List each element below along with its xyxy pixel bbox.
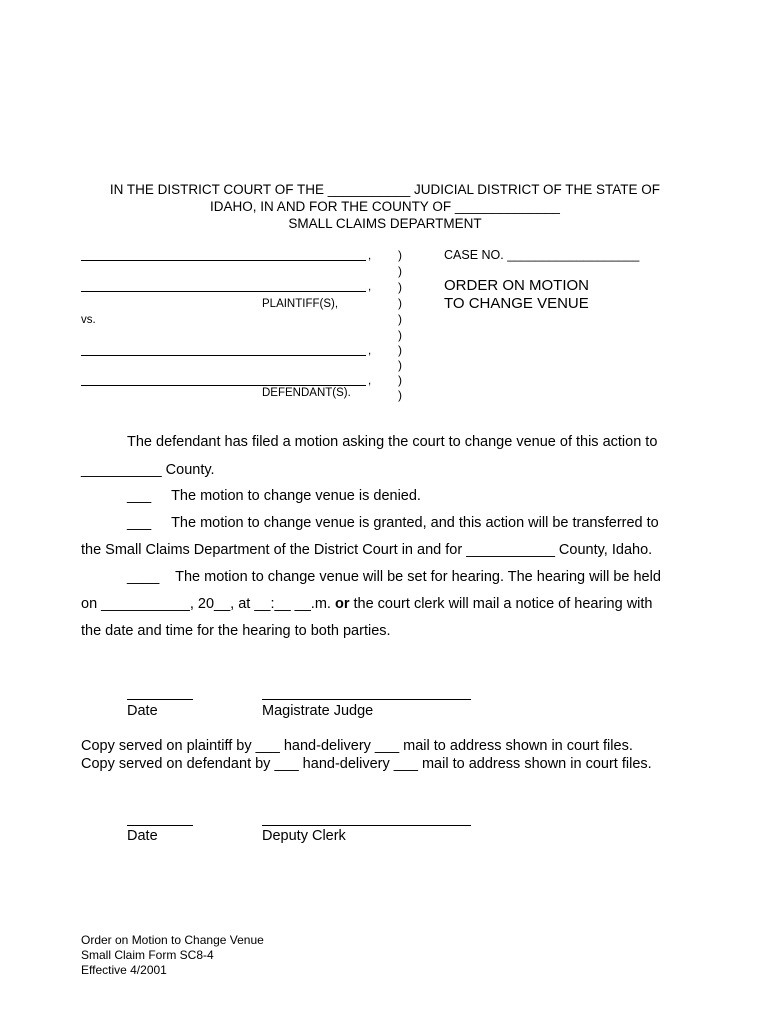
document-title-line2: TO CHANGE VENUE [444, 295, 589, 312]
date-signature-line[interactable] [127, 699, 193, 700]
option-hearing[interactable]: ____ The motion to change venue will be set for hearing. The hearing will be held [127, 569, 661, 585]
caption-paren: ) [398, 280, 402, 294]
caption-paren: ) [398, 328, 402, 342]
hearing-notice-text: the court clerk will mail a notice of hearing with [349, 596, 653, 612]
motion-paragraph: The defendant has filed a motion asking the court to change venue of this action to [127, 434, 658, 450]
comma: , [368, 281, 372, 293]
service-plaintiff[interactable]: Copy served on plaintiff by ___ hand-delivery ___ mail to address shown in court files. [81, 738, 633, 754]
hearing-datetime-line[interactable] [81, 596, 653, 612]
county-field[interactable]: __________ County. [81, 462, 215, 478]
defendant-name-line-1[interactable] [81, 355, 366, 356]
option-granted[interactable]: ___ The motion to change venue is granted, and this action will be transferred to [127, 515, 659, 531]
date-label: Date [127, 828, 158, 844]
caption-paren: ) [398, 358, 402, 372]
date-signature-line[interactable] [127, 825, 193, 826]
court-header-line3: SMALL CLAIMS DEPARTMENT [288, 216, 482, 231]
or-text: or [334, 596, 350, 612]
plaintiff-name-line-1[interactable] [81, 260, 366, 261]
date-label: Date [127, 703, 158, 719]
judge-signature-line[interactable] [262, 699, 471, 700]
plaintiff-label: PLAINTIFF(S), [262, 298, 339, 310]
footer-form-number: Small Claim Form SC8-4 [81, 948, 214, 962]
magistrate-judge-label: Magistrate Judge [262, 703, 374, 719]
footer-effective-date: Effective 4/2001 [81, 963, 167, 977]
caption-paren: ) [398, 248, 402, 262]
court-header-line1: IN THE DISTRICT COURT OF THE ___________ JUDICIAL DISTRICT OF THE STATE OF [109, 182, 661, 197]
plaintiff-name-line-2[interactable] [81, 291, 366, 292]
deputy-clerk-label: Deputy Clerk [262, 828, 346, 844]
comma: , [368, 375, 372, 387]
service-defendant[interactable]: Copy served on defendant by ___ hand-delivery ___ mail to address shown in court files. [81, 756, 652, 772]
caption-paren: ) [398, 373, 402, 387]
case-number-field[interactable]: CASE NO. ___________________ [444, 248, 640, 262]
clerk-signature-line[interactable] [262, 825, 471, 826]
vs-label: vs. [81, 314, 96, 326]
caption-paren: ) [398, 312, 402, 326]
hearing-parties-text: the date and time for the hearing to both parties. [81, 623, 391, 639]
comma: , [368, 345, 372, 357]
comma: , [368, 250, 372, 262]
caption-paren: ) [398, 264, 402, 278]
defendant-label: DEFENDANT(S). [262, 387, 351, 399]
document-title-line1: ORDER ON MOTION [444, 277, 589, 294]
court-header-line2: IDAHO, IN AND FOR THE COUNTY OF ______________ [210, 199, 560, 214]
caption-paren: ) [398, 343, 402, 357]
hearing-date-fields[interactable]: on ___________, 20__, at __:__ __.m. [81, 596, 335, 612]
defendant-name-line-2[interactable] [81, 385, 366, 386]
option-granted-county[interactable]: the Small Claims Department of the District Court in and for ___________ County, Idaho. [81, 542, 653, 558]
option-denied[interactable]: ___ The motion to change venue is denied. [127, 488, 421, 504]
footer-form-title: Order on Motion to Change Venue [81, 933, 264, 947]
caption-paren: ) [398, 388, 402, 402]
caption-paren: ) [398, 296, 402, 310]
